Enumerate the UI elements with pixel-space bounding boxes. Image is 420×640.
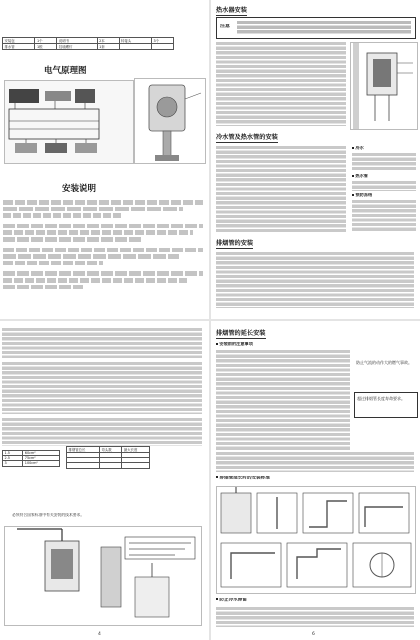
pipe-length-table bbox=[66, 446, 150, 469]
page-5 bbox=[212, 0, 420, 318]
sensor-block bbox=[75, 143, 97, 153]
cold-water-label: 冷水 bbox=[355, 146, 364, 150]
anti-freeze-heading bbox=[352, 193, 372, 198]
cold-water-heading bbox=[352, 146, 364, 151]
extension-steps-text bbox=[216, 350, 350, 450]
fan-motor bbox=[15, 143, 37, 153]
gas-notes-text bbox=[2, 328, 202, 358]
section-title-heater-install: 热水器安装 bbox=[216, 7, 247, 14]
standards-footnote: 必须符合国家标准中有关安装的技术要求。 bbox=[12, 513, 85, 517]
extension-svg bbox=[217, 487, 415, 593]
hot-water-heading bbox=[352, 174, 368, 179]
note-text-block bbox=[237, 21, 411, 35]
table-cell: 3个 bbox=[152, 38, 174, 44]
cold-water-retention-label: 防止冷水滞留 bbox=[219, 598, 247, 603]
extension-diagram bbox=[216, 486, 416, 594]
main-circuit bbox=[9, 109, 99, 139]
precautions-label: 安装前的注意事项 bbox=[219, 342, 253, 346]
table-cell bbox=[119, 44, 151, 50]
pipe-routing-svg bbox=[5, 527, 201, 625]
accessory-table bbox=[2, 37, 174, 50]
table-cell: 3 bbox=[3, 461, 23, 466]
wall-mount-svg bbox=[351, 43, 417, 129]
table-cell: 挂墙螺钉 bbox=[57, 44, 97, 50]
control-board bbox=[9, 89, 39, 103]
table-cell: 60cm² bbox=[23, 451, 60, 456]
page-separator bbox=[0, 319, 420, 321]
table-cell: 100cm² bbox=[23, 461, 60, 466]
ignition-module bbox=[75, 89, 95, 103]
table-cell: 说明书 bbox=[57, 38, 97, 44]
page-number-6: 6 bbox=[312, 632, 315, 637]
table-cell: 1.5 bbox=[3, 451, 23, 456]
note-box-b bbox=[354, 392, 418, 418]
table-cell bbox=[100, 463, 122, 468]
table-row bbox=[3, 44, 174, 50]
extension-more-text bbox=[216, 452, 414, 472]
table-cell: 安装包 bbox=[3, 38, 35, 44]
section-title-water-pipes: 冷水管及热水管的安装 bbox=[216, 134, 278, 141]
ventilation-text bbox=[2, 362, 202, 414]
table-row bbox=[67, 463, 150, 468]
wiring-diagram-svg bbox=[5, 81, 133, 163]
table-cell bbox=[67, 463, 100, 468]
install-steps-text bbox=[216, 42, 346, 126]
extension-standard-heading bbox=[216, 476, 270, 481]
table-cell: 1个 bbox=[35, 38, 57, 44]
note-b-text: 超过排烟管长度寿命要求。 bbox=[357, 396, 405, 401]
table-cell: 1根 bbox=[35, 44, 57, 50]
relay-block bbox=[45, 91, 71, 101]
gas-valve bbox=[45, 143, 67, 153]
hot-water-text bbox=[352, 181, 416, 191]
note-box-a bbox=[354, 358, 416, 384]
section-title-exhaust-extension: 排烟管的延长安装 bbox=[216, 330, 266, 337]
note-a-text: 防止气流的动作大的燃气事故。 bbox=[356, 360, 412, 365]
table-row bbox=[67, 447, 150, 453]
table-cell bbox=[152, 44, 174, 50]
warning-box bbox=[216, 17, 416, 39]
pipe-install-text bbox=[216, 146, 346, 232]
install-paragraphs bbox=[3, 200, 203, 310]
section-title-exhaust: 排烟管的安装 bbox=[216, 240, 254, 247]
heater-svg bbox=[135, 79, 205, 163]
hot-water-label: 热水管 bbox=[355, 174, 368, 178]
pipe-routing-diagram bbox=[4, 526, 202, 626]
anti-freeze-text bbox=[352, 200, 416, 232]
page-4 bbox=[0, 322, 208, 640]
note-label: 注意 bbox=[220, 24, 231, 29]
precautions-heading bbox=[216, 342, 253, 347]
table-row bbox=[3, 461, 60, 466]
anti-freeze-label: 预防冻结 bbox=[355, 193, 373, 197]
extension-standard-label: 排烟管延长时的安装标准 bbox=[219, 476, 270, 481]
table-cell bbox=[122, 463, 150, 468]
table-header-cell: 弯头数 bbox=[100, 447, 122, 453]
cold-water-text bbox=[352, 153, 416, 171]
wiring-diagram bbox=[4, 80, 134, 164]
cold-water-retention-text bbox=[216, 607, 414, 627]
install-title: 安装说明 bbox=[62, 184, 97, 194]
cold-water-retention-heading bbox=[216, 598, 247, 603]
page-3 bbox=[0, 0, 208, 318]
table-cell: 2本 bbox=[97, 38, 119, 44]
table-header-cell: 排烟管总长 bbox=[67, 447, 100, 453]
table-cell: 1套 bbox=[97, 44, 119, 50]
table-header-cell: 最大长度 bbox=[122, 447, 150, 453]
page-6 bbox=[212, 322, 420, 640]
page-number-4: 4 bbox=[98, 632, 101, 637]
heater-illustration bbox=[134, 78, 206, 164]
table-cell: 2.5 bbox=[3, 456, 23, 461]
room-size-text bbox=[2, 418, 202, 446]
table-cell: 75cm² bbox=[23, 456, 60, 461]
table-cell: 排水管 bbox=[3, 44, 35, 50]
wall-mount-diagram bbox=[350, 42, 418, 130]
exhaust-text bbox=[216, 252, 414, 308]
schematic-title: 电气原理图 bbox=[44, 66, 87, 76]
table-cell: 转接头 bbox=[119, 38, 151, 44]
area-table-left bbox=[2, 450, 60, 467]
